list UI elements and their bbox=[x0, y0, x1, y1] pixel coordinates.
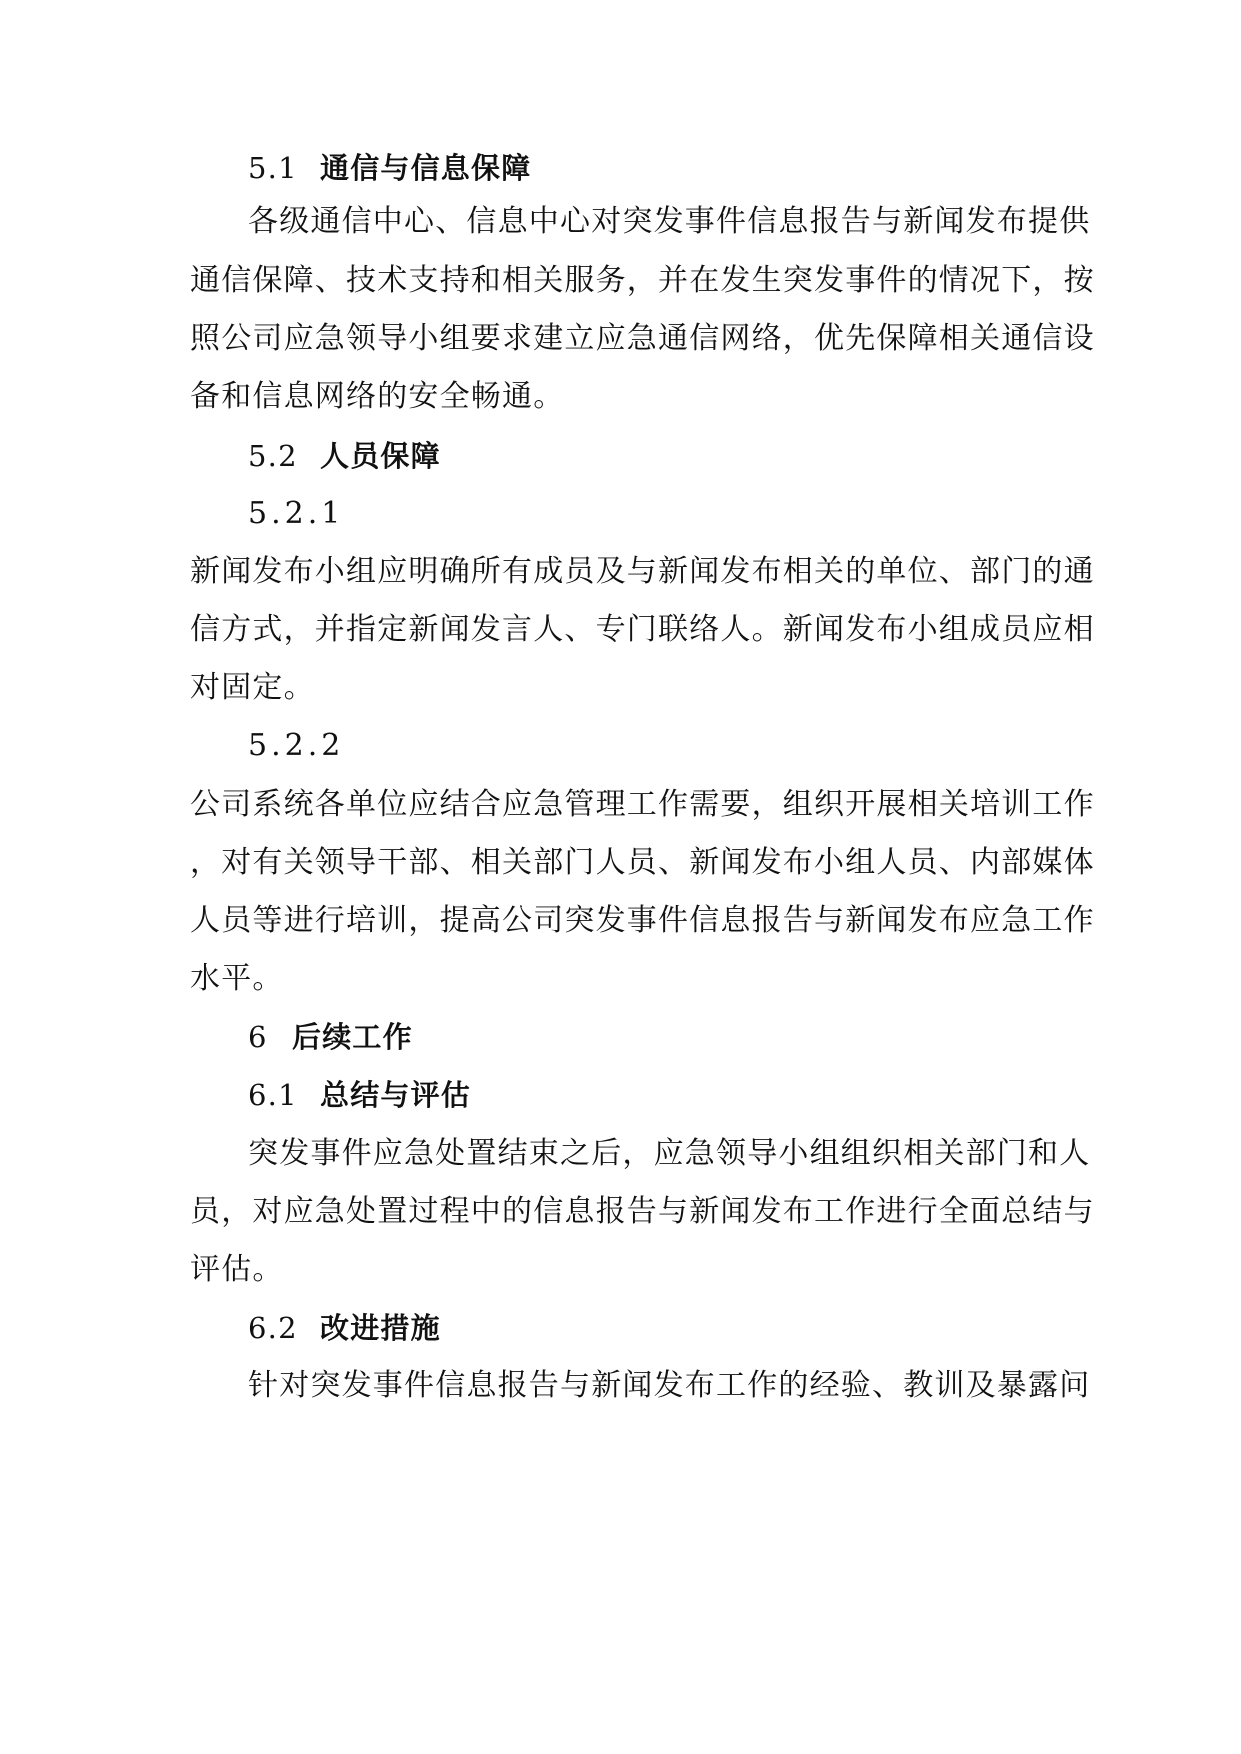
paragraph-line: 水平。 bbox=[190, 961, 284, 996]
paragraph-line: 评估。 bbox=[190, 1252, 284, 1287]
paragraph-line: 各级通信中心、信息中心对突发事件信息报告与新闻发布提供 bbox=[248, 204, 1091, 239]
heading-title: 人员保障 bbox=[320, 439, 441, 473]
paragraph-line: 通信保障、技术支持和相关服务，并在发生突发事件的情况下，按 bbox=[190, 263, 1095, 298]
paragraph-line: 新闻发布小组应明确所有成员及与新闻发布相关的单位、部门的通 bbox=[190, 554, 1095, 589]
heading-6-2 bbox=[248, 1308, 1108, 1348]
heading-number: 5.1 bbox=[248, 151, 298, 185]
paragraph-line: 员，对应急处置过程中的信息报告与新闻发布工作进行全面总结与 bbox=[190, 1194, 1095, 1229]
heading-title: 通信与信息保障 bbox=[320, 151, 532, 185]
paragraph-line: 备和信息网络的安全畅通。 bbox=[190, 379, 565, 414]
subsection-number-5-2-1: 5.2.1 bbox=[248, 496, 345, 531]
paragraph-line: 人员等进行培训，提高公司突发事件信息报告与新闻发布应急工作 bbox=[190, 903, 1095, 938]
paragraph-line: 突发事件应急处置结束之后，应急领导小组组织相关部门和人 bbox=[248, 1136, 1091, 1171]
heading-number: 5.2 bbox=[248, 439, 298, 473]
heading-6 bbox=[248, 1017, 1108, 1057]
heading-5-2 bbox=[248, 436, 1108, 476]
paragraph-line: 照公司应急领导小组要求建立应急通信网络，优先保障相关通信设 bbox=[190, 321, 1095, 356]
paragraph-line: 针对突发事件信息报告与新闻发布工作的经验、教训及暴露问 bbox=[248, 1368, 1091, 1403]
paragraph-line: 信方式，并指定新闻发言人、专门联络人。新闻发布小组成员应相 bbox=[190, 612, 1095, 647]
heading-number: 6 bbox=[248, 1020, 268, 1054]
heading-title: 后续工作 bbox=[292, 1020, 413, 1054]
heading-title: 改进措施 bbox=[320, 1311, 441, 1345]
paragraph-line: ，对有关领导干部、相关部门人员、新闻发布小组人员、内部媒体 bbox=[190, 845, 1095, 880]
heading-number: 6.2 bbox=[248, 1311, 298, 1345]
heading-title: 总结与评估 bbox=[320, 1078, 472, 1112]
paragraph-line: 公司系统各单位应结合应急管理工作需要，组织开展相关培训工作 bbox=[190, 787, 1095, 822]
subsection-number-5-2-2: 5.2.2 bbox=[248, 728, 345, 763]
heading-number: 6.1 bbox=[248, 1078, 298, 1112]
heading-5-1 bbox=[248, 148, 1108, 188]
heading-6-1 bbox=[248, 1075, 1108, 1115]
paragraph-line: 对固定。 bbox=[190, 670, 315, 705]
